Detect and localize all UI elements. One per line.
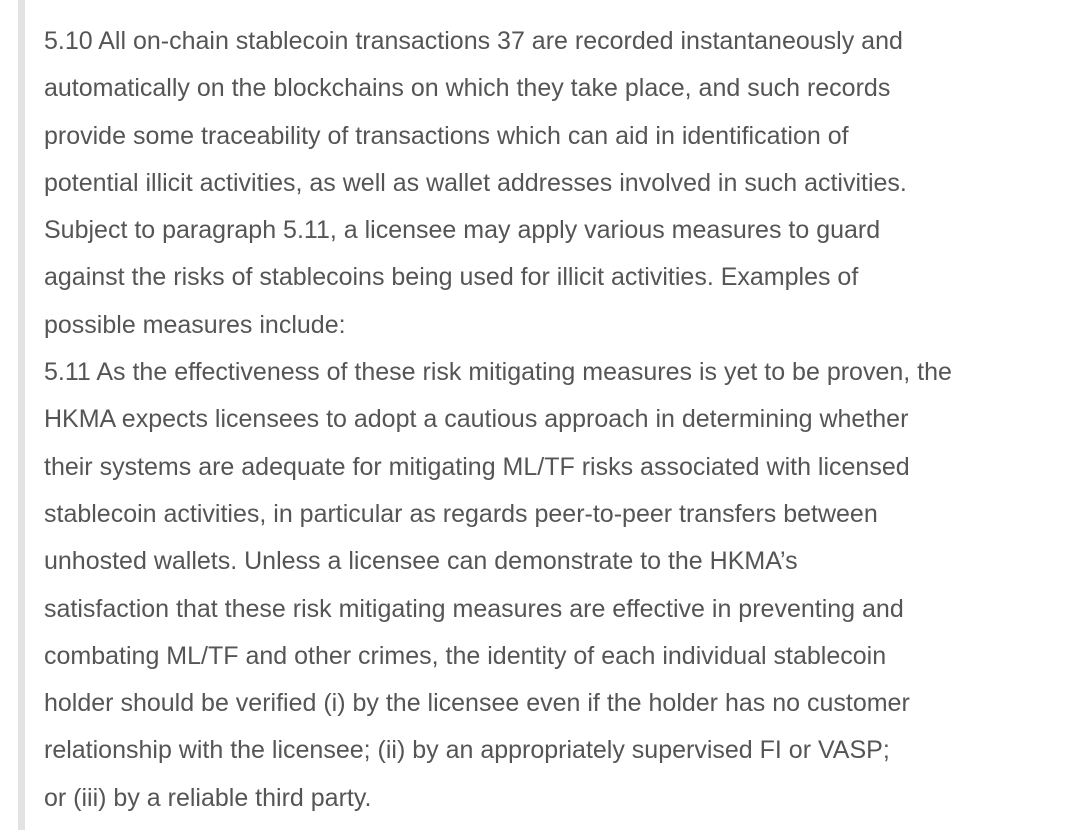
- paragraph-5-11-line-5: unhosted wallets. Unless a licensee can demonstrate to the HKMA’s: [44, 547, 798, 576]
- quote-border: [18, 0, 25, 830]
- paragraph-5-11-line-4: stablecoin activities, in particular as regards peer-to-peer transfers between: [44, 499, 878, 528]
- paragraph-5-10-line-1: 5.10 All on-chain stablecoin transactions 37 are recorded instantaneously and: [44, 27, 903, 55]
- paragraph-5-11-line-2: HKMA expects licensees to adopt a cautious approach in determining whether: [44, 405, 909, 434]
- paragraph-5-11-line-9: relationship with the licensee; (ii) by an appropriately supervised FI or VASP;: [44, 736, 890, 765]
- paragraph-5-10-line-4: potential illicit activities, as well as wallet addresses involved in such activities.: [44, 168, 907, 197]
- paragraph-5-11-line-6: satisfaction that these risk mitigating measures are effective in preventing and: [44, 594, 904, 623]
- paragraph-5-10-line-6: against the risks of stablecoins being used for illicit activities. Examples of: [44, 263, 859, 292]
- paragraph-5-11-line-10: or (iii) by a reliable third party.: [44, 783, 372, 812]
- paragraph-5-10-line-5: Subject to paragraph 5.11, a licensee may apply various measures to guard: [44, 216, 881, 245]
- paragraph-5-10-line-7: possible measures include:: [44, 310, 346, 339]
- quote-text: [44, 18, 1074, 822]
- paragraph-5-10-line-2: automatically on the blockchains on which they take place, and such records: [44, 74, 891, 103]
- paragraph-5-11-line-1: 5.11 As the effectiveness of these risk mitigating measures is yet to be proven, the: [44, 358, 952, 387]
- paragraph-5-11-line-3: their systems are adequate for mitigating ML/TF risks associated with licensed: [44, 452, 910, 481]
- paragraph-5-11-line-7: combating ML/TF and other crimes, the identity of each individual stablecoin: [44, 641, 887, 670]
- paragraph-5-11-line-8: holder should be verified (i) by the licensee even if the holder has no customer: [44, 689, 910, 718]
- paragraph-5-10-line-3: provide some traceability of transactions which can aid in identification of: [44, 121, 849, 150]
